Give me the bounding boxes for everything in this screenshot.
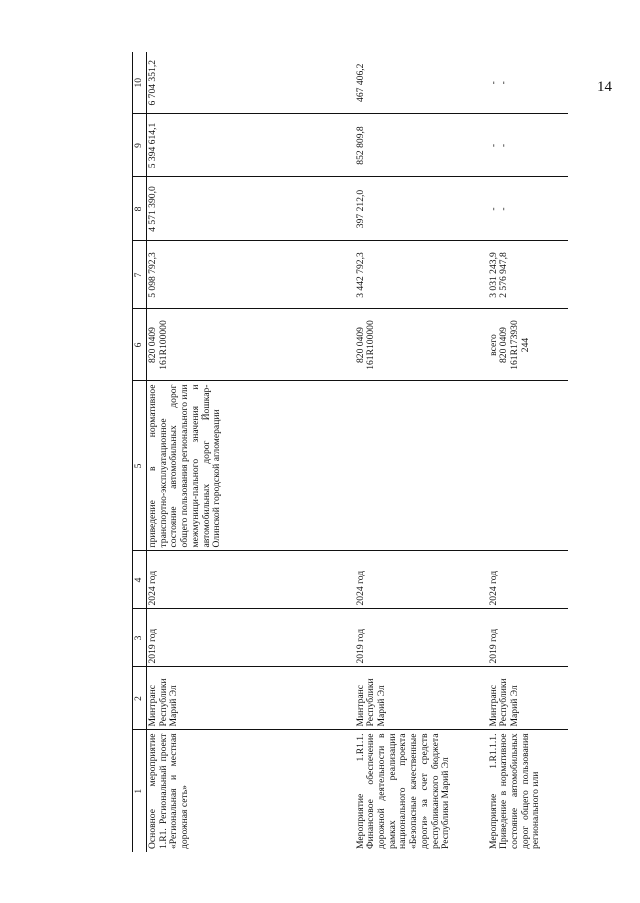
end-year-cell: 2024 год [488, 551, 568, 609]
result-cell [488, 381, 568, 551]
budget-code-line: 820 0409 [498, 327, 510, 363]
end-year-cell: 2024 год [355, 551, 488, 609]
budget-code-line: 244 [519, 337, 531, 353]
header-cell: 10 [133, 52, 147, 114]
budget-code-cell [147, 309, 355, 381]
rotated-table-area [132, 52, 562, 852]
start-year-cell: 2019 год [147, 609, 355, 667]
end-year-cell: 2024 год [147, 551, 355, 609]
amount-line: 5 394 614,1 [147, 122, 158, 169]
amount-cell [488, 52, 568, 114]
activity-name-cell: Мероприятие 1.R1.1.1. Приведение в нормативное состояние автомобильных дорог общего пользования регионального или [487, 733, 542, 849]
budget-code-cell [355, 309, 488, 381]
amount-line: - [498, 207, 510, 211]
header-cell: 6 [133, 309, 147, 381]
amount-cell [147, 52, 355, 114]
budget-code-cell [488, 309, 568, 381]
budget-code-line: всего [487, 334, 499, 356]
executor-cell: Минтранс Республики Марий Эл [488, 667, 568, 730]
activity-name-cell: Основное мероприятие 1.R1. Региональный проект «Региональная и местная дорожная сеть» [147, 733, 191, 849]
amount-cell [355, 52, 488, 114]
amount-cell [355, 114, 488, 177]
amount-line: 397 212,0 [354, 189, 366, 229]
amount-line: 852 809,8 [354, 126, 366, 165]
amount-cell [488, 241, 568, 309]
budget-code-line: 161R173930 [508, 320, 520, 370]
activity-name-cell: Мероприятие 1.R1.1. Финансовое обеспечение дорожной деятельности в рамках реализации национального проекта «Безопасные качественные дороги» за счет средств республиканского бюджета Республики Марий Эл [354, 733, 452, 849]
amount-line: - [498, 143, 510, 148]
amount-line: 2 576 947,8 [498, 252, 510, 298]
header-cell: 8 [133, 177, 147, 241]
amount-cell [147, 177, 355, 241]
amount-line: 4 571 390,0 [147, 186, 158, 232]
budget-code-line: 820 0409 [147, 327, 158, 363]
table-row [488, 52, 568, 852]
amount-line: 3 031 243,9 [487, 252, 499, 298]
header-cell: 1 [133, 730, 147, 852]
header-cell: 9 [133, 114, 147, 177]
amount-line: 3 442 792,3 [354, 252, 366, 298]
header-cell: 3 [133, 609, 147, 667]
amount-cell [147, 241, 355, 309]
amount-line: 467 406,2 [354, 63, 366, 102]
table-row [355, 52, 488, 852]
amount-cell [355, 241, 488, 309]
amount-cell [488, 177, 568, 241]
header-cell: 2 [133, 667, 147, 730]
amount-line: - [498, 81, 510, 85]
program-table [132, 52, 568, 852]
result-cell [355, 381, 488, 551]
result-cell: приведение в нормативное транспортно-эксплуатационное состояние автомобильных дорог общего пользования регионального или межмуници-пального значения и автомобильных дорог Йошкар-Олинской городской агломерации [147, 381, 355, 551]
amount-line: - [487, 207, 499, 211]
header-cell: 5 [133, 381, 147, 551]
start-year-cell: 2019 год [355, 609, 488, 667]
amount-line: 6 704 351,2 [147, 59, 158, 106]
start-year-cell: 2019 год [488, 609, 568, 667]
budget-code-line: 161R100000 [157, 320, 169, 370]
header-cell: 4 [133, 551, 147, 609]
executor-cell: Минтранс Республики Марий Эл [355, 667, 488, 730]
page-number: 14 [597, 79, 612, 95]
executor-cell: Минтранс Республики Марий Эл [147, 667, 355, 730]
header-row [133, 52, 147, 852]
amount-line: - [487, 143, 499, 148]
amount-line: - [487, 81, 499, 85]
amount-cell [488, 114, 568, 177]
table-row [147, 52, 355, 852]
amount-line: 5 098 792,3 [147, 252, 158, 298]
amount-cell [355, 177, 488, 241]
budget-code-line: 161R100000 [365, 320, 377, 370]
budget-code-line: 820 0409 [354, 327, 366, 363]
amount-cell [147, 114, 355, 177]
header-cell: 7 [133, 241, 147, 309]
